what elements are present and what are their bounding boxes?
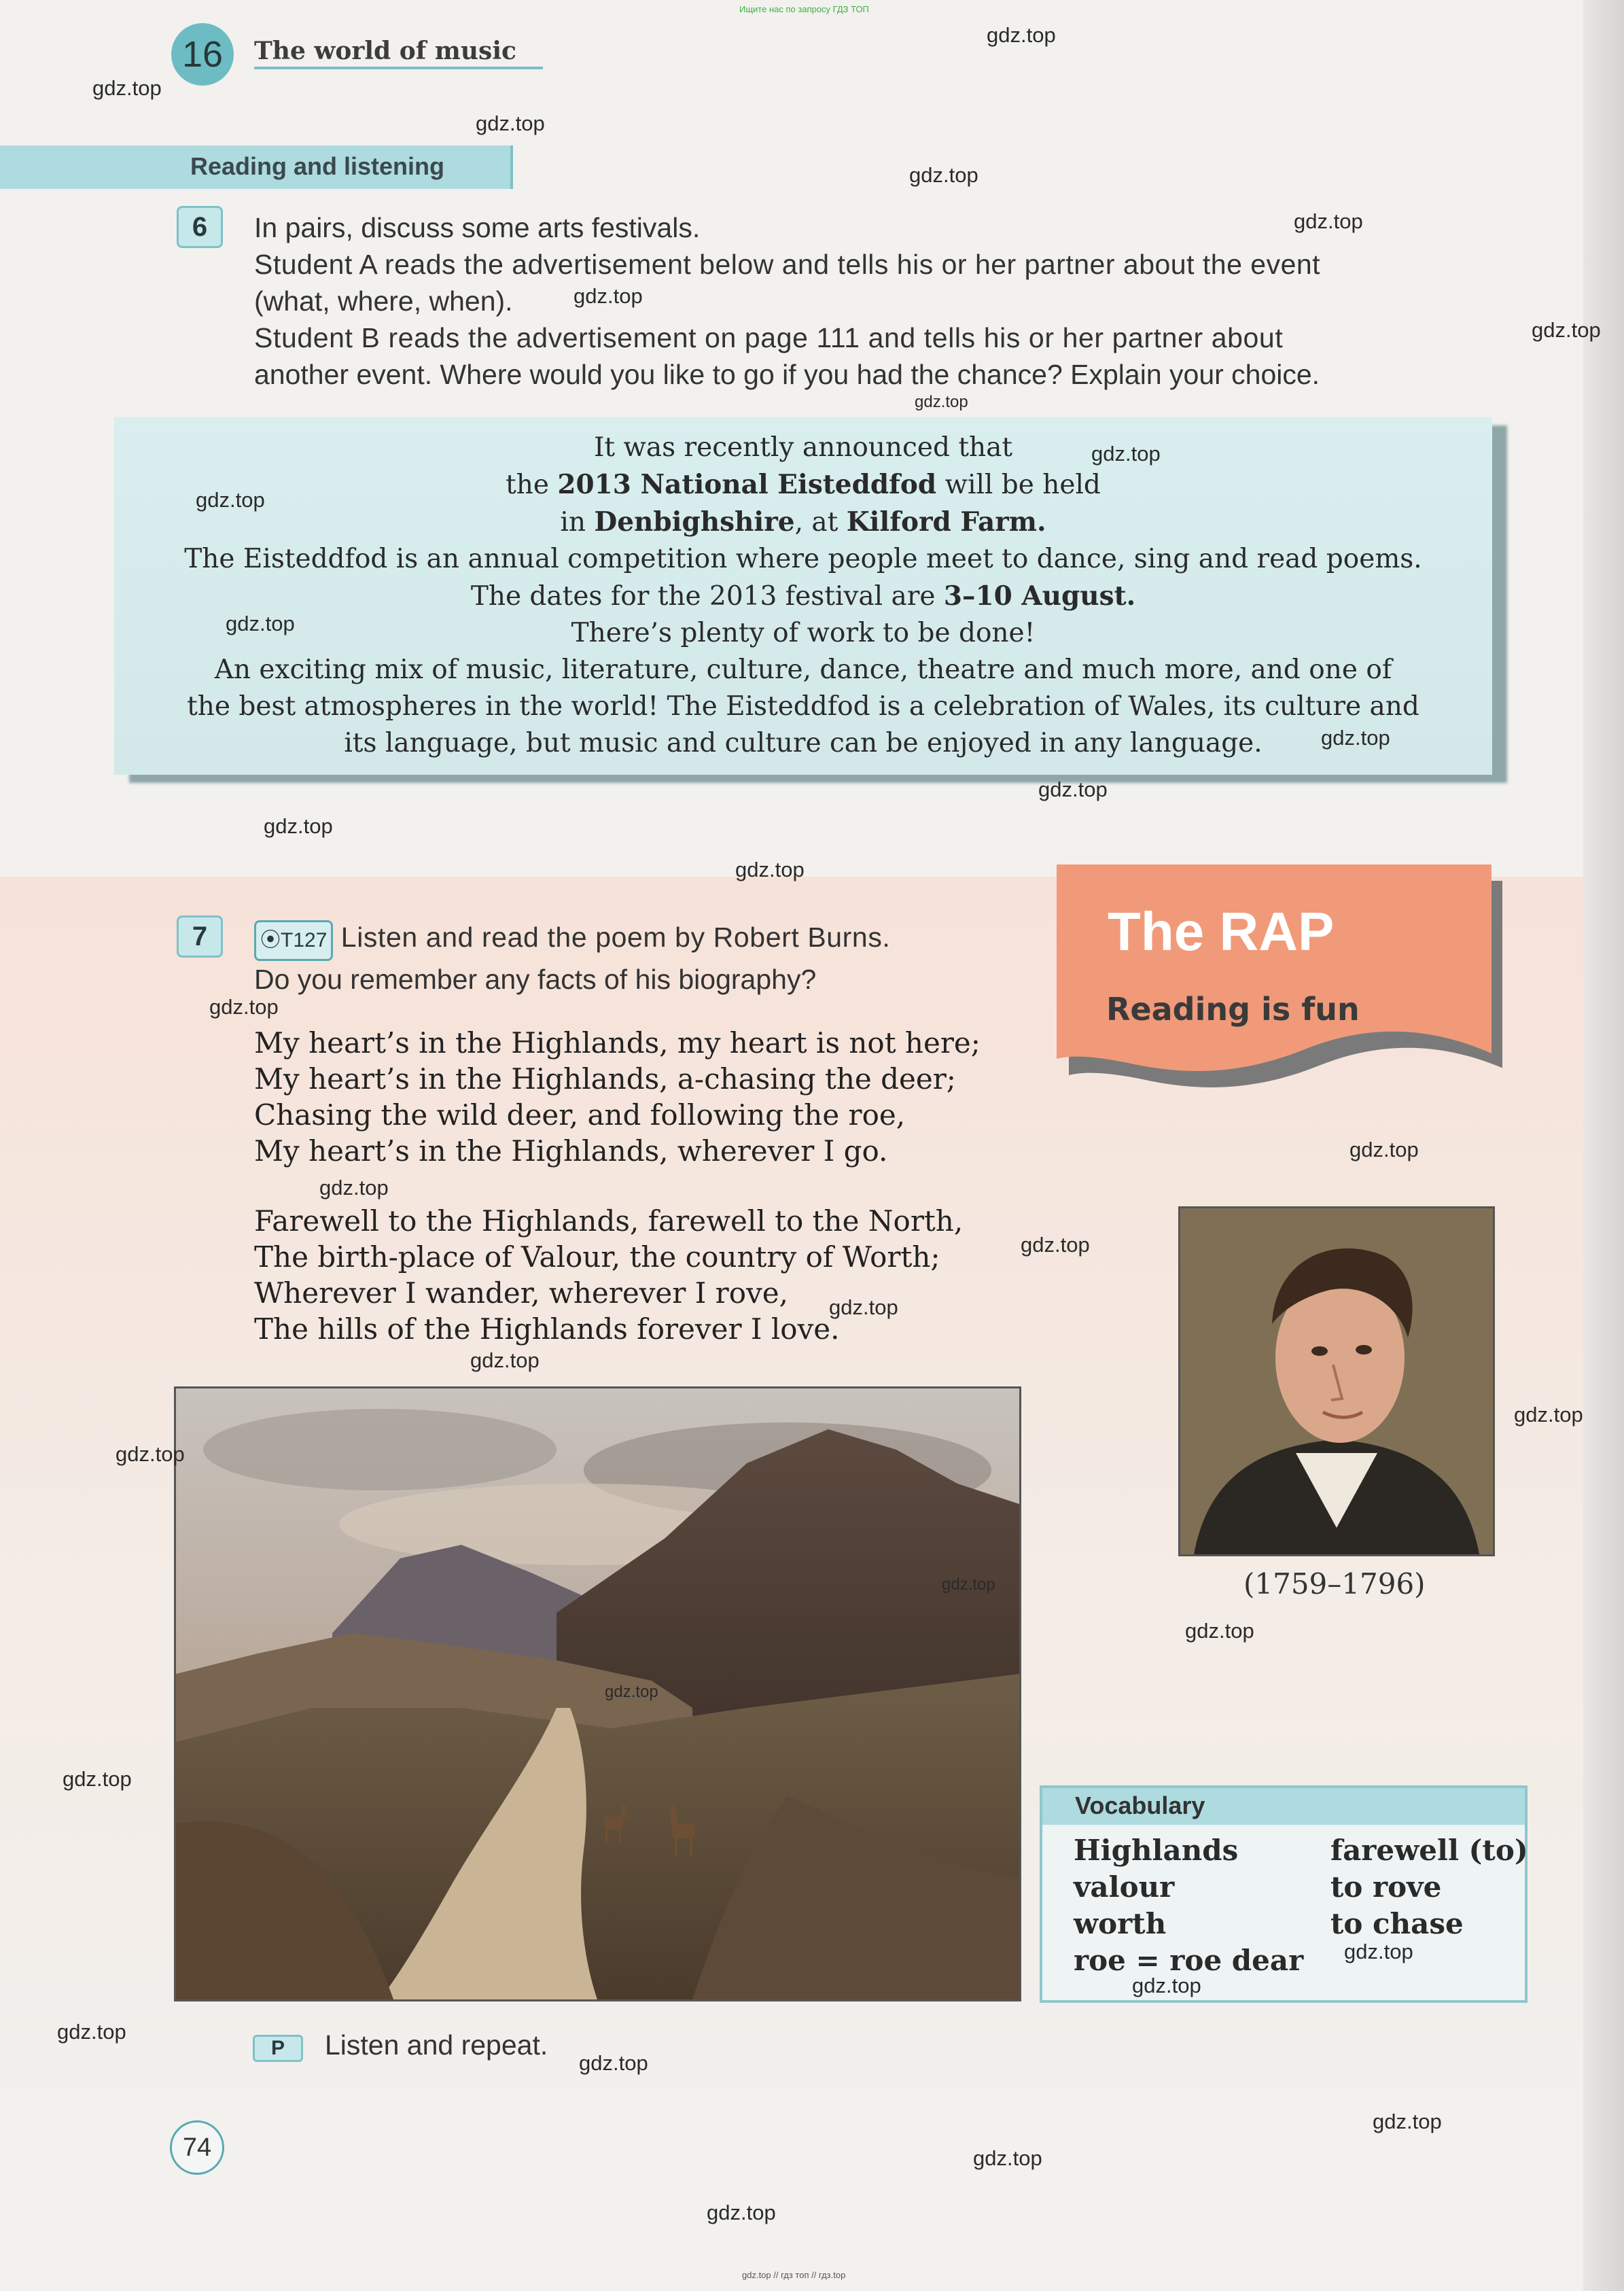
disc-icon: ⦿	[260, 929, 281, 951]
exercise-6-line: Student A reads the advertisement below and tells his or her partner about the event	[254, 249, 1321, 280]
poem-line: Chasing the wild deer, and following the roe,	[254, 1098, 906, 1132]
advert-line: It was recently announced that	[593, 432, 1013, 463]
exercise-7-line: Do you remember any facts of his biography?	[254, 964, 817, 995]
exercise-6-text	[254, 209, 1320, 393]
rap-title: The RAP	[1108, 901, 1335, 962]
advert-line: its language, but music and culture can be enjoyed in any language.	[344, 728, 1263, 758]
poem-stanza	[254, 1203, 981, 1347]
watermark: gdz.top	[942, 1575, 995, 1594]
poem-line: My heart’s in the Highlands, wherever I go.	[254, 1134, 888, 1168]
poem-line: The birth-place of Valour, the country of Worth;	[254, 1240, 940, 1274]
watermark: gdz.top	[735, 858, 805, 881]
vocabulary-word: valour	[1074, 1870, 1175, 1904]
unit-title-underline	[254, 67, 543, 69]
poem-line: Wherever I wander, wherever I rove,	[254, 1276, 788, 1310]
portrait-image	[1180, 1208, 1493, 1554]
poem-line: Farewell to the Highlands, farewell to the North,	[254, 1204, 964, 1238]
watermark: gdz.top	[1021, 1233, 1090, 1257]
vocabulary-left-column	[1074, 1832, 1303, 1979]
rap-subtitle: Reading is fun	[1106, 991, 1360, 1028]
exercise-7-number: 7	[177, 915, 223, 958]
listen-and-repeat: Listen and repeat.	[325, 2029, 548, 2061]
portrait-dates: (1759–1796)	[1243, 1567, 1426, 1601]
watermark: gdz.top	[707, 2201, 776, 2224]
watermark: gdz.top	[1514, 1403, 1583, 1427]
page-edge-shadow	[1583, 0, 1624, 2291]
vocabulary-title: Vocabulary	[1075, 1791, 1205, 1819]
watermark: gdz.top	[1132, 1974, 1201, 1997]
vocabulary-right-column	[1330, 1832, 1528, 1942]
watermark: gdz.top	[470, 1348, 540, 1372]
advert-line: in Denbighshire, at Kilford Farm.	[560, 506, 1046, 538]
watermark: gdz.top	[1038, 777, 1108, 801]
watermark: gdz.top	[1373, 2110, 1442, 2133]
exercise-6-line: Student B reads the advertisement on page 111 and tells his or her partner about	[254, 322, 1284, 353]
poem-line: The hills of the Highlands forever I love.	[254, 1312, 840, 1346]
vocabulary-word: roe = roe dear	[1074, 1944, 1304, 1977]
unit-number-badge: 16	[171, 23, 234, 86]
exercise-6-line: In pairs, discuss some arts festivals.	[254, 212, 701, 243]
advert-line: the best atmospheres in the world! The Eisteddfod is a celebration of Wales, its culture and	[187, 691, 1419, 722]
watermark: gdz.top	[973, 2146, 1042, 2170]
exercise-7-text	[254, 919, 890, 998]
rap-banner-shape	[1057, 864, 1502, 1096]
watermark: gdz.top	[1185, 1619, 1254, 1643]
watermark: gdz.top	[476, 111, 545, 135]
advert-line: An exciting mix of music, literature, culture, dance, theatre and much more, and one of	[214, 654, 1392, 685]
watermark: gdz.top	[829, 1295, 898, 1319]
section-title: Reading and listening	[190, 152, 445, 180]
vocabulary-word: Highlands	[1074, 1834, 1239, 1867]
watermark: gdz.top	[1532, 318, 1601, 342]
watermark: gdz.top	[63, 1767, 132, 1791]
highlands-painting	[174, 1386, 1021, 2001]
exercise-7-line: Listen and read the poem by Robert Burns.	[340, 922, 891, 953]
watermark: gdz.top	[987, 23, 1056, 47]
watermark: gdz.top	[915, 393, 968, 411]
watermark: gdz.top	[319, 1176, 389, 1200]
page-number: 74	[170, 2120, 224, 2175]
eisteddfod-advert	[114, 417, 1492, 775]
advert-line: There’s plenty of work to be done!	[571, 618, 1036, 648]
audio-track-badge[interactable]: ⦿T127	[254, 920, 333, 961]
top-note: Ищите нас по запросу ГДЗ ТОП	[739, 4, 869, 14]
watermark: gdz.top	[605, 1683, 658, 1701]
watermark: gdz.top	[92, 76, 162, 100]
advert-text	[114, 430, 1492, 762]
exercise-6-line: another event. Where would you like to go if you had the chance? Explain your choice.	[254, 359, 1320, 390]
watermark: gdz.top	[579, 2051, 648, 2075]
watermark: gdz.top	[573, 284, 643, 308]
highlands-landscape-image	[176, 1388, 1019, 1999]
exercise-6-line: (what, where, when).	[254, 285, 513, 317]
vocabulary-word: to rove	[1330, 1870, 1442, 1904]
advert-line: the 2013 National Eisteddfod will be held	[506, 469, 1101, 500]
bottom-note: gdz.top // гдз топ // гдз.top	[742, 2270, 846, 2280]
watermark: gdz.top	[1344, 1940, 1413, 1963]
pronunciation-badge: P	[253, 2035, 303, 2062]
watermark: gdz.top	[116, 1442, 185, 1466]
rap-banner	[1057, 864, 1502, 1096]
watermark: gdz.top	[57, 2020, 126, 2044]
watermark: gdz.top	[264, 814, 333, 838]
exercise-6-number: 6	[177, 206, 223, 248]
poem-line: My heart’s in the Highlands, my heart is not here;	[254, 1026, 981, 1060]
watermark: gdz.top	[196, 488, 265, 512]
watermark: gdz.top	[1321, 726, 1390, 750]
unit-title: The world of music	[254, 37, 516, 65]
vocabulary-word: worth	[1074, 1907, 1167, 1940]
vocabulary-word: farewell (to)	[1330, 1834, 1528, 1867]
poem-line: My heart’s in the Highlands, a-chasing the deer;	[254, 1062, 956, 1096]
watermark: gdz.top	[1091, 442, 1161, 466]
advert-line: The Eisteddfod is an annual competition where people meet to dance, sing and read poems.	[184, 544, 1422, 574]
watermark: gdz.top	[1294, 209, 1363, 233]
watermark: gdz.top	[1349, 1138, 1419, 1161]
poem-stanza	[254, 1025, 981, 1169]
robert-burns-portrait	[1178, 1206, 1495, 1556]
watermark: gdz.top	[209, 995, 279, 1019]
watermark: gdz.top	[909, 163, 978, 187]
watermark: gdz.top	[226, 612, 295, 635]
advert-line: The dates for the 2013 festival are 3–10 August.	[470, 580, 1136, 612]
vocabulary-word: to chase	[1330, 1907, 1464, 1940]
